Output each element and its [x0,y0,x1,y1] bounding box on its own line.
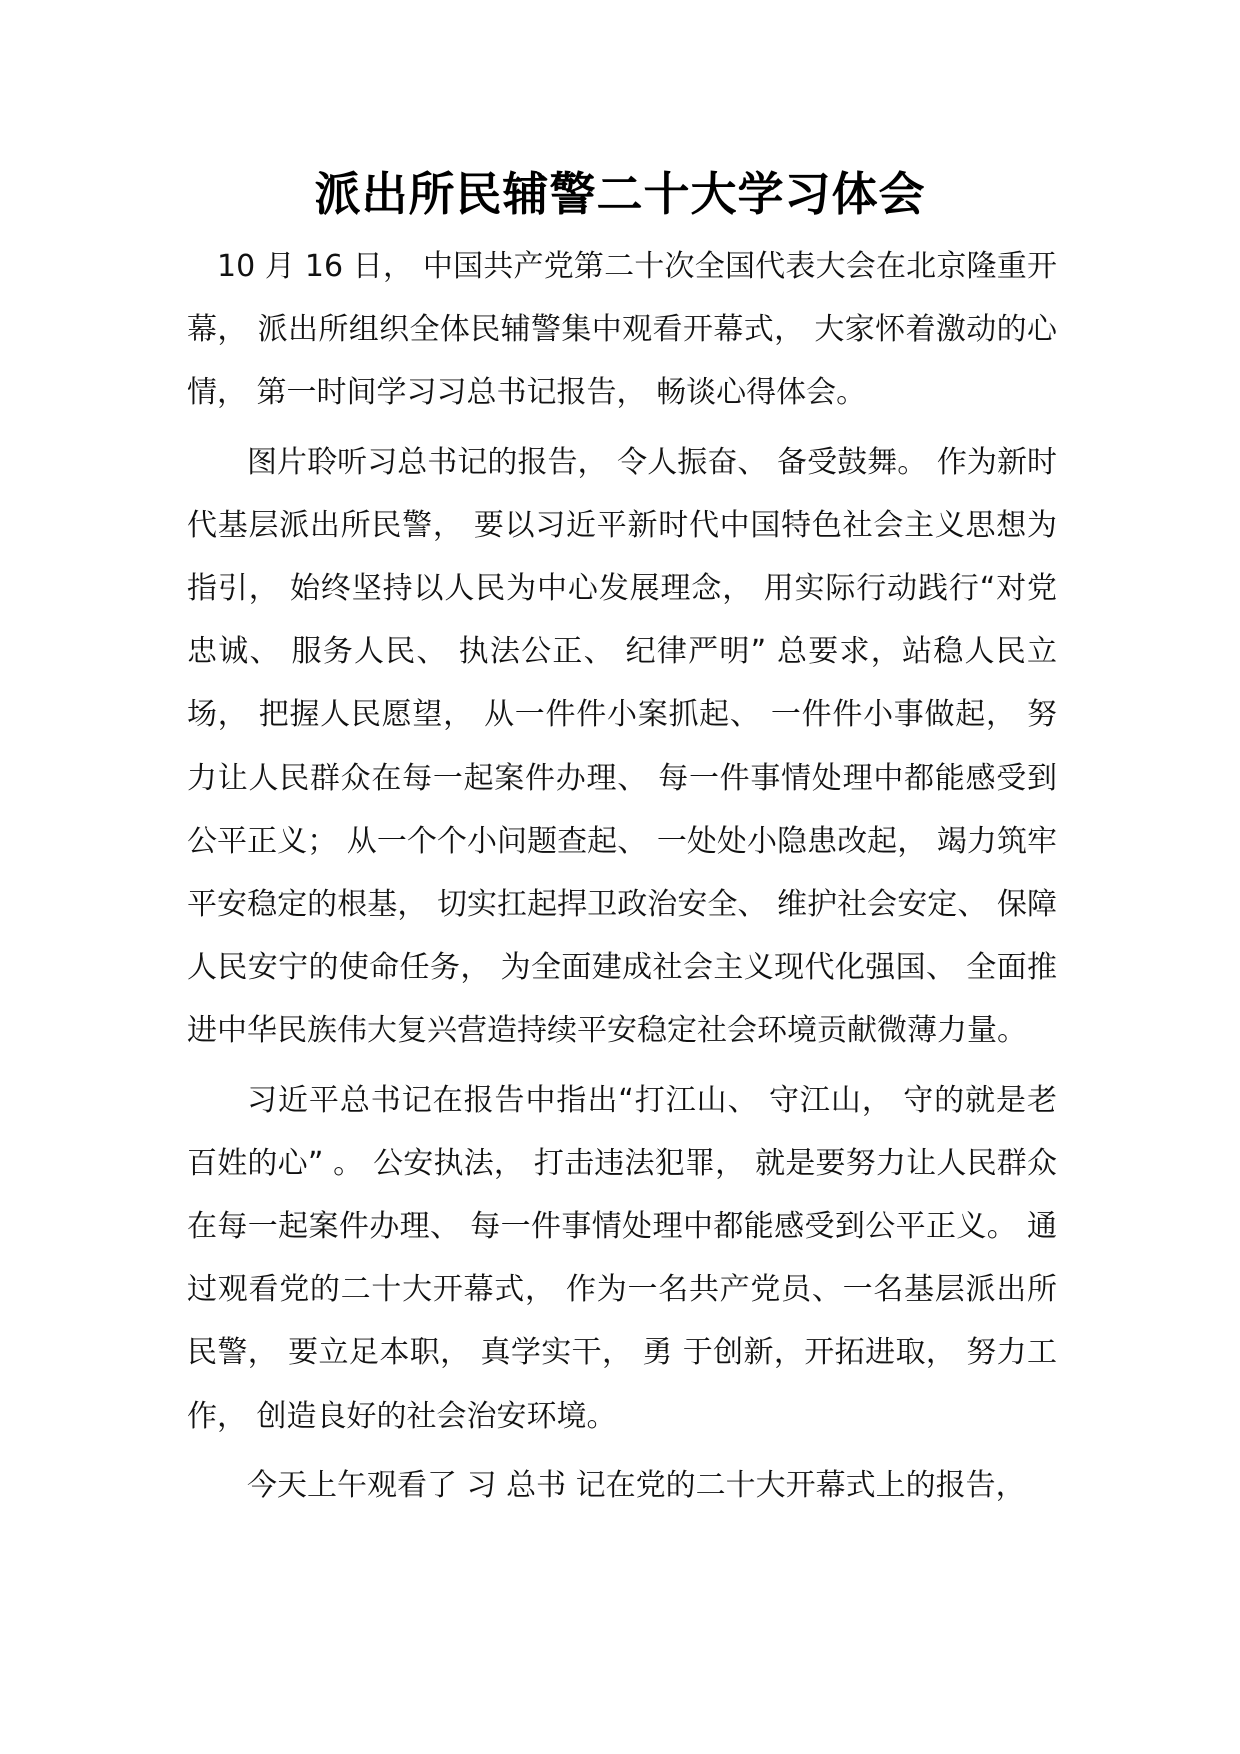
paragraph-report-reflection: 图片聆听习总书记的报告， 令人振奋、 备受鼓舞。 作为新时代基层派出所民警， 要以习近平新时代中国特色社会主义思想为指引， 始终坚持以人民为中心发展理念， 用实际行动践行“对党忠诚、 服务人民、 执法公正、 纪律严明” 总要求，站稳人民立场， 把握人民愿望， 从一件件小案抓起、 一件件小事做起， 努力让人民群众在每一起案件办理、 每一件事情处理中都能感受到公平正义； 从一个个小问题查起、 一处处小隐患改起， 竭力筑牢平安稳定的根基， 切实扛起捍卫政治安全、 维护社会安定、 保障人民安宁的使命任务， 为全面建成社会主义现代化强国、 全面推进中华民族伟大复兴营造持续平安稳定社会环境贡献微薄力量。 [187,444,1057,1049]
paragraph-law-enforcement: 习近平总书记在报告中指出“打江山、 守江山， 守的就是老百姓的心” 。 公安执法， 打击违法犯罪， 就是要努力让人民群众在每一起案件办理、 每一件事情处理中都能感受到公平正义。 通过观看党的二十大开幕式， 作为一名共产党员、一名基层派出所民警， 要立足本职， 真学实干， 勇 于创新，开拓进取， 努力工作， 创造良好的社会治安环境。 [187,1082,1057,1434]
document-title: 派出所民辅警二十大学习体会 [314,167,926,221]
paragraph-opening: 10 月 16 日， 中国共产党第二十次全国代表大会在北京隆重开幕， 派出所组织全体民辅警集中观看开幕式， 大家怀着激动的心情， 第一时间学习习总书记报告， 畅谈心得体会。 [187,249,1057,411]
paragraph-morning-viewing: 今天上午观看了 习 总书 记在党的二十大开幕式上的报告， [247,1467,1026,1503]
document-body [187,235,1057,1517]
